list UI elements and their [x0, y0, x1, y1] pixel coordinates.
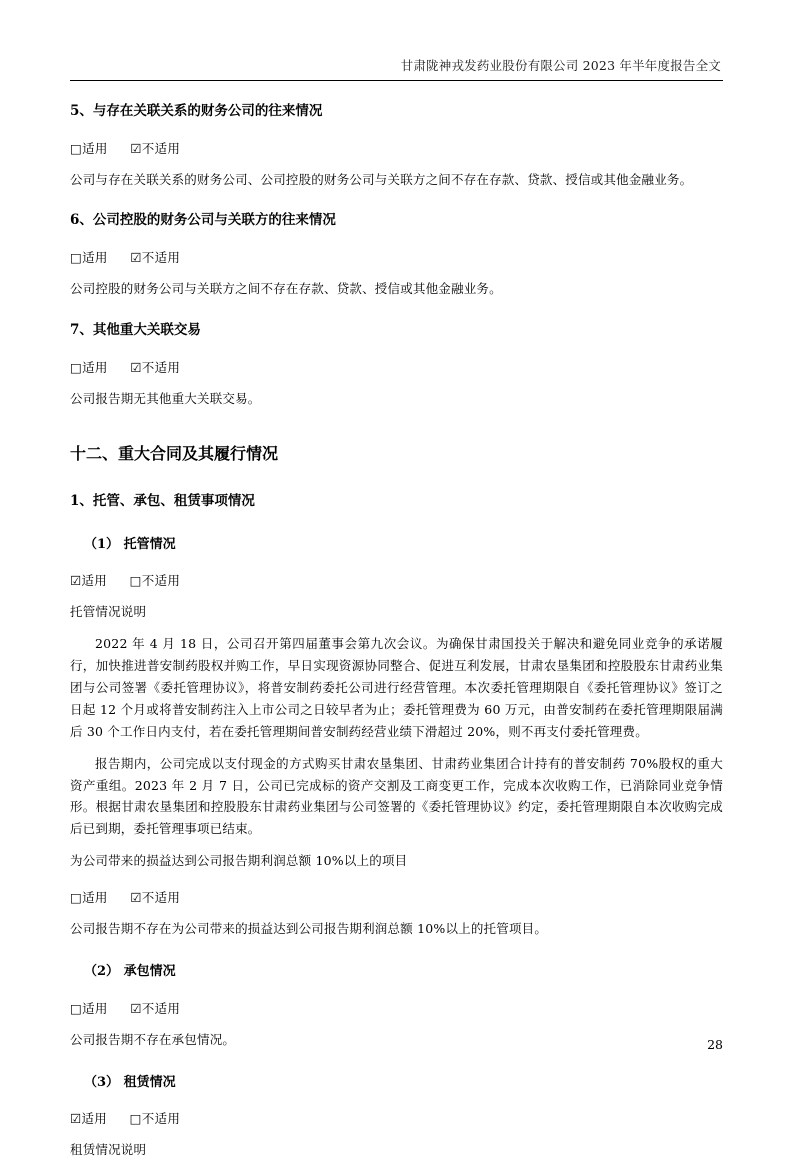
- checkbox-not-applicable-contract[interactable]: ☑不适用: [130, 1000, 181, 1016]
- checkbox-not-applicable-trust[interactable]: □不适用: [129, 573, 181, 589]
- trust-note-label: 托管情况说明: [70, 604, 147, 620]
- section-body-5: 公司与存在关联关系的财务公司、公司控股的财务公司与关联方之间不存在存款、贷款、授信或其他金融业务。: [70, 171, 693, 187]
- checkbox-not-applicable-6[interactable]: ☑不适用: [130, 250, 181, 266]
- trust-profit-body: 公司报告期不存在为公司带来的损益达到公司报告期利润总额 10%以上的托管项目。: [70, 921, 548, 937]
- checkbox-applicable-5[interactable]: □适用: [70, 140, 108, 156]
- checkbox-line-6: [70, 248, 723, 268]
- subsection-heading-3: （3） 租赁情况: [84, 1074, 176, 1090]
- subsection-heading-1: （1） 托管情况: [84, 536, 176, 552]
- checkbox-not-applicable-lease[interactable]: □不适用: [129, 1111, 181, 1127]
- header-divider: [70, 80, 723, 81]
- checkbox-applicable-trust[interactable]: ☑适用: [70, 573, 108, 589]
- checkbox-applicable-contract[interactable]: □适用: [70, 1000, 108, 1016]
- subsection-heading-2: （2） 承包情况: [84, 963, 176, 979]
- checkbox-applicable-trust-profit[interactable]: □适用: [70, 890, 108, 906]
- checkbox-applicable-6[interactable]: □适用: [70, 250, 108, 266]
- checkbox-not-applicable-5[interactable]: ☑不适用: [130, 140, 181, 156]
- checkbox-line-trust: [70, 571, 723, 591]
- section-heading-1: 1、托管、承包、租赁事项情况: [70, 493, 255, 509]
- checkbox-line-trust-profit: [70, 888, 723, 908]
- trust-paragraph-2: 报告期内，公司完成以支付现金的方式购买甘肃农垦集团、甘肃药业集团合计持有的普安制药 70%股权的重大资产重组。2023 年 2 月 7 日，公司已完成标的资产交割及工商变更工作，完成本次收购工作，已消除同业竞争情形。根据甘肃农垦集团和控股股东甘肃药业集团与公司签署的《委托管理协议》约定，委托管理期限自本次收购完成后已到期，委托管理事项已结束。: [70, 755, 723, 837]
- checkbox-line-7: [70, 358, 723, 378]
- trust-paragraph-1: 2022 年 4 月 18 日，公司召开第四届董事会第九次会议。为确保甘肃国投关于解决和避免同业竞争的承诺履行，加快推进普安制药股权并购工作，早日实现资源协同整合、促进互利发展，甘肃农垦集团和控股股东甘肃药业集团与公司签署《委托管理协议》，将普安制药委托公司进行经营管理。本次委托管理期限自《委托管理协议》签订之日起 12 个月或将普安制药注入上市公司之日较早者为止；委托管理费为 60 万元，由普安制药在委托管理期限届满后 30 个工作日内支付，若在委托管理期间普安制药经营业绩下滑超过 20%，则不再支付委托管理费。: [70, 636, 723, 739]
- section-heading-6: 6、公司控股的财务公司与关联方的往来情况: [70, 212, 336, 229]
- page-number: 28: [707, 1037, 723, 1052]
- trust-profit-label: 为公司带来的损益达到公司报告期利润总额 10%以上的项目: [70, 853, 408, 869]
- page-header: 甘肃陇神戎发药业股份有限公司 2023 年半年度报告全文: [400, 58, 721, 73]
- page-content: [70, 101, 723, 1161]
- checkbox-line-5: [70, 139, 723, 159]
- section-heading-7: 7、其他重大关联交易: [70, 321, 201, 338]
- section-body-6: 公司控股的财务公司与关联方之间不存在存款、贷款、授信或其他金融业务。: [70, 281, 502, 297]
- chapter-heading-twelve: 十二、重大合同及其履行情况: [70, 444, 279, 464]
- checkbox-line-lease: [70, 1109, 723, 1129]
- lease-note-label: 租赁情况说明: [70, 1142, 147, 1158]
- section-body-7: 公司报告期无其他重大关联交易。: [70, 390, 261, 406]
- checkbox-not-applicable-7[interactable]: ☑不适用: [130, 359, 181, 375]
- section-heading-5: 5、与存在关联关系的财务公司的往来情况: [70, 103, 323, 119]
- checkbox-line-contract: [70, 999, 723, 1019]
- checkbox-not-applicable-trust-profit[interactable]: ☑不适用: [130, 890, 181, 906]
- checkbox-applicable-lease[interactable]: ☑适用: [70, 1111, 108, 1127]
- checkbox-applicable-7[interactable]: □适用: [70, 359, 108, 375]
- contract-body: 公司报告期不存在承包情况。: [70, 1031, 236, 1047]
